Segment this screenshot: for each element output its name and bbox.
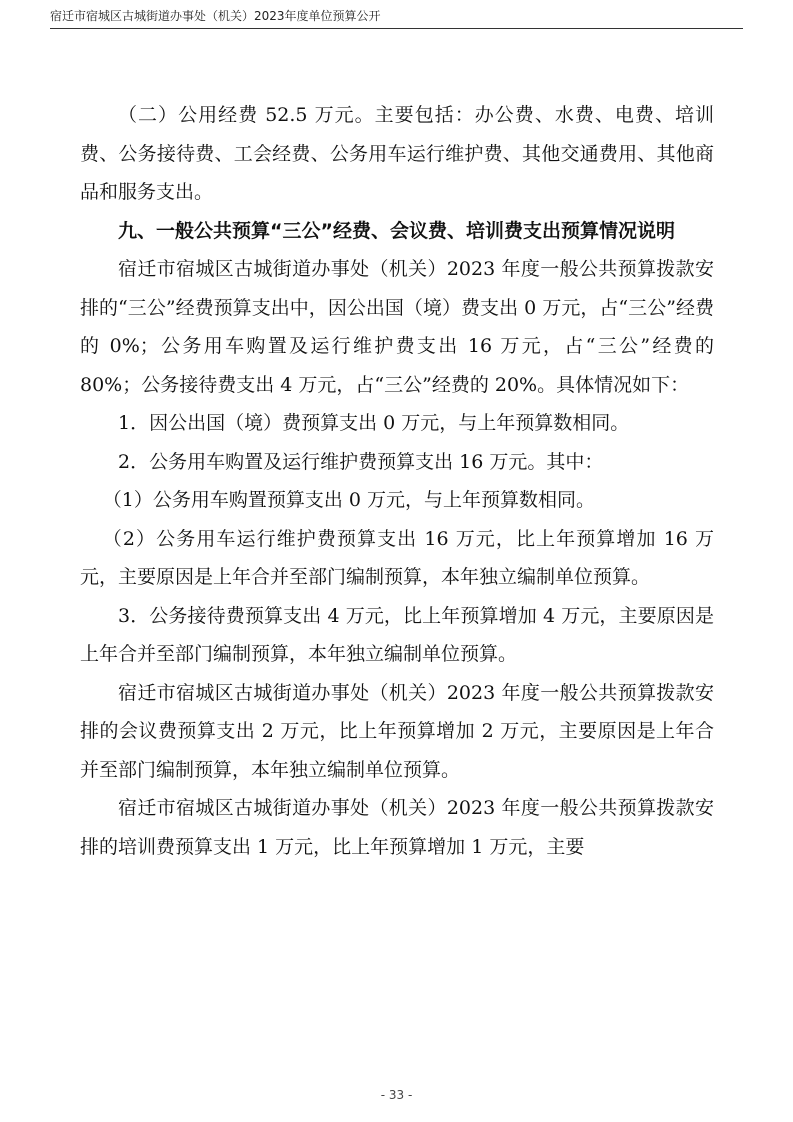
paragraph-item-3: 3．公务接待费预算支出 4 万元，比上年预算增加 4 万元，主要原因是上年合并至部门编制预算，本年独立编制单位预算。 (80, 604, 714, 665)
paragraph-three-public-summary: 宿迁市宿城区古城街道办事处（机关）2023 年度一般公共预算拨款安排的“三公”经费预算支出中，因公出国（境）费支出 0 万元，占“三公”经费的 0%；公务用车购置及运行维护费支出 16 万元，占“三公”经费的 80%；公务接待费支出 4 万元，占“三公”经费的 20%。具体情况如下： (80, 258, 714, 396)
paragraph-item-2-2: （2）公务用车运行维护费预算支出 16 万元，比上年预算增加 16 万元，主要原因是上年合并至部门编制预算，本年独立编制单位预算。 (80, 527, 714, 588)
paragraph-item-1: 1．因公出国（境）费预算支出 0 万元，与上年预算数相同。 (118, 412, 630, 434)
paragraph-meeting-fees: 宿迁市宿城区古城街道办事处（机关）2023 年度一般公共预算拨款安排的会议费预算支出 2 万元，比上年预算增加 2 万元，主要原因是上年合并至部门编制预算，本年独立编制单位预算。 (80, 681, 714, 781)
page-number: - 33 - (380, 1088, 413, 1102)
paragraph-item-2: 2．公务用车购置及运行维护费预算支出 16 万元。其中： (118, 450, 604, 473)
header-rule (50, 28, 743, 29)
paragraph-item-2-1: （1）公务用车购置预算支出 0 万元，与上年预算数相同。 (102, 489, 596, 511)
running-header: 宿迁市宿城区古城街道办事处（机关）2023年度单位预算公开 (50, 9, 381, 23)
document-body (80, 96, 714, 866)
section-heading-nine: 九、一般公共预算“三公”经费、会议费、培训费支出预算情况说明 (118, 219, 675, 242)
paragraph-training-fees: 宿迁市宿城区古城街道办事处（机关）2023 年度一般公共预算拨款安排的培训费预算支出 1 万元，比上年预算增加 1 万元，主要 (80, 797, 714, 858)
paragraph-public-expenses: （二）公用经费 52.5 万元。主要包括：办公费、水费、电费、培训费、公务接待费、工会经费、公务用车运行维护费、其他交通费用、其他商品和服务支出。 (80, 104, 714, 203)
